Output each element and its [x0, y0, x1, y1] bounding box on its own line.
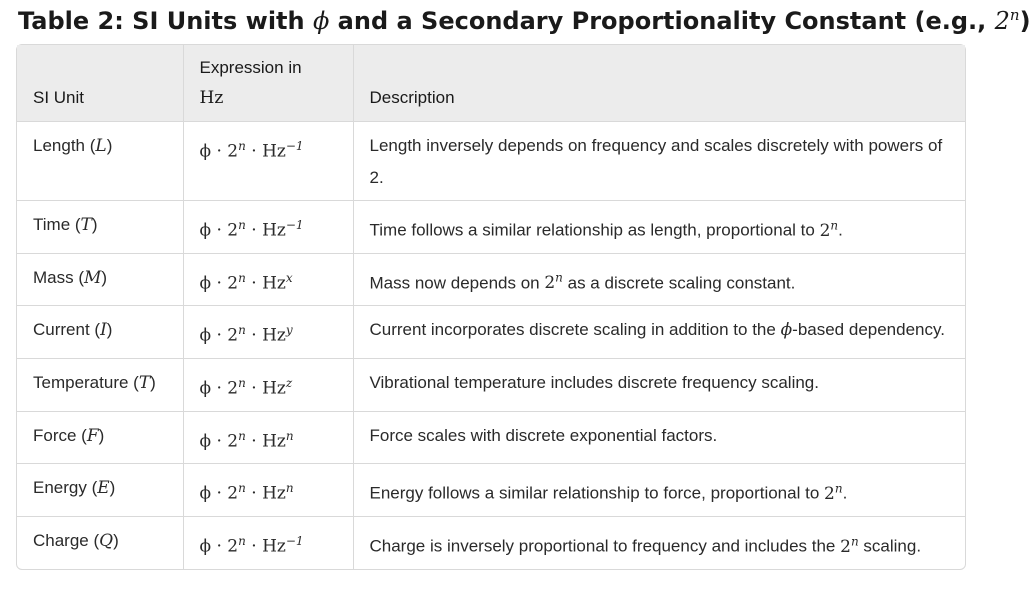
cell-expression: $\phi \cdot 2^n \cdot Hz^{-1}$: [183, 122, 353, 201]
cell-expression: $\phi \cdot 2^n \cdot Hz^y$: [183, 306, 353, 359]
title-middle: and a Secondary Proportionality Constant (e.g.,: [329, 7, 995, 35]
header-expression: [183, 45, 353, 122]
cell-expression: $\phi \cdot 2^n \cdot Hz^{-1}$: [183, 516, 353, 568]
header-expression-line1: Expression in: [199, 58, 302, 77]
cell-si-unit: Temperature (T): [17, 358, 183, 411]
cell-description: Vibrational temperature includes discrete frequency scaling.: [353, 358, 965, 411]
table-row: [17, 358, 965, 411]
cell-si-unit: Charge (Q): [17, 516, 183, 568]
cell-expression: $\phi \cdot 2^n \cdot Hz^n$: [183, 411, 353, 464]
table-title: [18, 0, 1031, 36]
si-units-table: [16, 44, 966, 570]
table-row: [17, 122, 965, 201]
cell-expression: $\phi \cdot 2^n \cdot Hz^z$: [183, 358, 353, 411]
title-math: 2$^n$: [994, 6, 1020, 35]
table-row: [17, 464, 965, 517]
cell-si-unit: Current (I): [17, 306, 183, 359]
header-si-unit: SI Unit: [17, 45, 183, 122]
cell-description: Energy follows a similar relationship to force, proportional to 2$^n$.: [353, 464, 965, 517]
cell-expression: $\phi \cdot 2^n \cdot Hz^n$: [183, 464, 353, 517]
cell-si-unit: Energy (E): [17, 464, 183, 517]
cell-expression: $\phi \cdot 2^n \cdot Hz^x$: [183, 253, 353, 306]
title-prefix: Table 2: SI Units with: [18, 7, 313, 35]
table-row: [17, 253, 965, 306]
title-suffix: ): [1019, 7, 1031, 35]
cell-description: Current incorporates discrete scaling in addition to the ϕ-based dependency.: [353, 306, 965, 359]
table-row: [17, 411, 965, 464]
title-phi: ϕ: [312, 7, 330, 35]
table-row: [17, 201, 965, 254]
cell-description: Charge is inversely proportional to frequency and includes the 2$^n$ scaling.: [369, 533, 922, 557]
cell-description: Mass now depends on 2$^n$ as a discrete scaling constant.: [353, 253, 965, 306]
cell-description: Length inversely depends on frequency and scales discretely with powers of 2.: [353, 122, 965, 201]
header-description: Description: [353, 45, 965, 122]
cell-si-unit: Time (T): [17, 201, 183, 254]
table-header-row: [17, 45, 965, 122]
cell-si-unit: Force (F): [17, 411, 183, 464]
cell-description: Force scales with discrete exponential factors.: [353, 411, 965, 464]
table-row: [17, 516, 965, 568]
cell-si-unit: Length (L): [17, 122, 183, 201]
cell-si-unit: Mass (M): [17, 253, 183, 306]
cell-expression: $\phi \cdot 2^n \cdot Hz^{-1}$: [183, 201, 353, 254]
table-row: [17, 306, 965, 359]
cell-description: Time follows a similar relationship as length, proportional to 2$^n$.: [353, 201, 965, 254]
header-expression-line2: Hz: [199, 88, 224, 108]
